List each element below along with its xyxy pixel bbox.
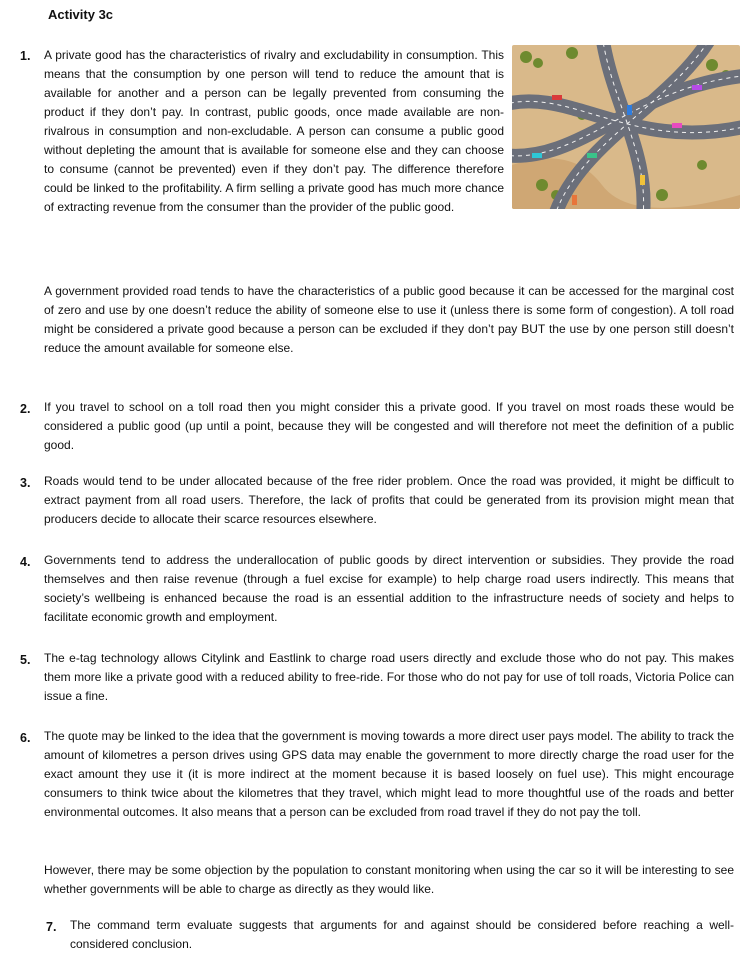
item-6-paragraph-b: However, there may be some objection by the population to constant monitoring when using the car so it will be interesting to see whether governments will be able to charge as directly as they would like. (44, 863, 734, 896)
activity-title: Activity 3c (48, 7, 114, 22)
item-1-paragraph-a-wrapped (44, 46, 504, 223)
item-1-paragraph-b: A government provided road tends to have the characteristics of a public good because it can be accessed for the marginal cost of zero and use by one doesn’t reduce the ability of someone else to use it (unless there is some form of congestion). A toll road might be considered a private good because a person can be excluded if they don’t pay BUT the use by one person still doesn’t reduce the amount available for someone else. (44, 284, 734, 355)
item-6-number: 6. (20, 731, 31, 745)
item-5-number: 5. (20, 653, 31, 667)
item-3-number: 3. (20, 476, 31, 490)
item-2-paragraph: If you travel to school on a toll road then you might consider this a private good. If you travel on most roads these would be considered a public good (up until a point, because they will be congested and will therefore not meet the definition of a public good. (44, 400, 734, 452)
item-7-number: 7. (46, 920, 57, 934)
item-1-number: 1. (20, 49, 31, 63)
item-4-paragraph: Governments tend to address the underallocation of public goods by direct intervention or subsidies. They provide the road themselves and then raise revenue (through a fuel excise for example) to help charge road users indirectly. This means that society’s wellbeing is enhanced because the road is an essential addition to the infrastructure needs of society and helps to facilitate economic growth and employment. (44, 553, 734, 624)
highway-interchange-illustration (512, 45, 740, 209)
item-4-number: 4. (20, 555, 31, 569)
item-7-paragraph: The command term evaluate suggests that arguments for and against should be considered before reaching a well-considered conclusion. (70, 918, 734, 951)
item-1-paragraph-a: A private good has the characteristics of rivalry and excludability in consumption. This means that the consumption by one person will tend to reduce the amount that is available for another and a person can be legally prevented from consuming the product if they don’t pay. In contrast, public goods, once made available are non-rivalrous in consumption and non-excludable. A person can consume a public good without depleting the amount that is available for someone else and they can choose to consume (cannot be prevented) even if they don’t pay. The difference therefore could be linked to the profitability. A firm selling a private good has much more chance of extracting revenue from the consumer than the provider of the public good. (44, 48, 504, 214)
item-6-paragraph-a: The quote may be linked to the idea that the government is moving towards a more direct user pays model. The ability to track the amount of kilometres a person drives using GPS data may enable the government to more directly charge the road user for the exact amount they use it (it is more indirect at the moment because it is based loosely on fuel use). This might encourage consumers to think twice about the kilometres that they travel, which might lead to more thoughtful use of the roads and better environmental outcomes. It also means that a person can be excluded from road travel if they do not pay the toll. (44, 729, 734, 819)
item-3-paragraph: Roads would tend to be under allocated because of the free rider problem. Once the road was provided, it might be difficult to extract payment from all road users. Therefore, the lack of profits that could be generated from its provision might mean that producers decide to allocate their scarce resources elsewhere. (44, 474, 734, 526)
item-5-paragraph: The e-tag technology allows Citylink and Eastlink to charge road users directly and exclude those who do not pay. This makes them more like a private good with a reduced ability to free-ride. For those who do not pay for use of toll roads, Victoria Police can issue a fine. (44, 651, 734, 703)
item-2-number: 2. (20, 402, 31, 416)
